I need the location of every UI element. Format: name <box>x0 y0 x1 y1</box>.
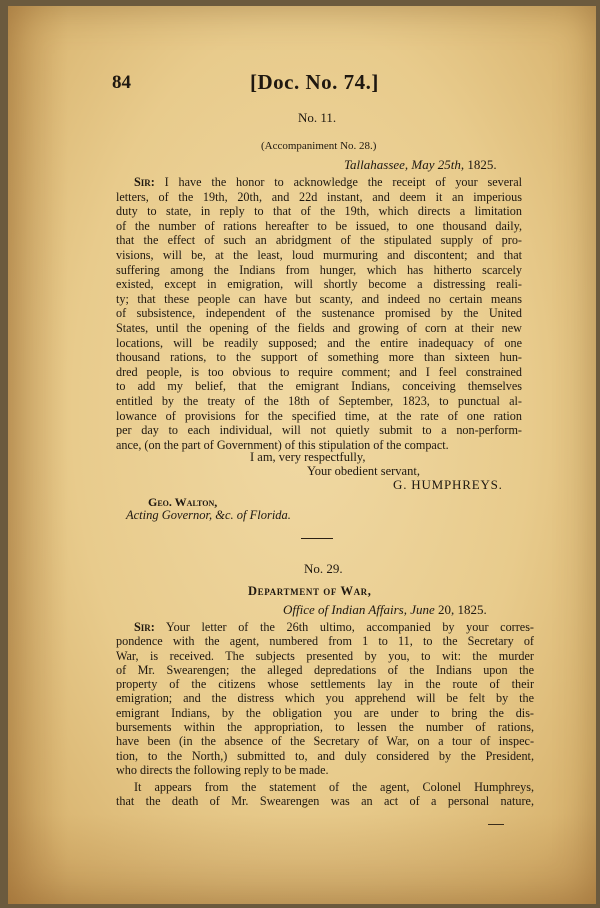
office-dateline <box>283 602 487 618</box>
addressee-title: Acting Governor, &c. of Florida. <box>126 508 291 522</box>
body-line: pondence with the agent, numbered from 1 to 11, to the Secretary of <box>116 634 534 649</box>
office-name: Office of Indian Affairs, June <box>283 602 435 617</box>
accompaniment-note: (Accompaniment No. 28.) <box>261 140 377 152</box>
body-line: that the death of Mr. Swearengen was an act of a personal nature, <box>116 794 534 809</box>
body-line: letters, of the 19th, 20th, and 22d instant, and deem it an imperious <box>116 189 522 204</box>
body-line: emigration; and the distress which you apprehend will be felt by the <box>116 691 534 706</box>
page-stain <box>8 6 68 904</box>
closing-line: I am, very respectfully, <box>250 450 366 464</box>
body-line: States, until the opening of the fields and growing of corn at their new <box>116 320 522 335</box>
body-line: suffering among the Indians from hunger, which has hitherto scarcely <box>116 262 522 277</box>
body-line: War, is received. The subjects presented by you, to wit: the murder <box>116 648 534 663</box>
body-line: of subsistence, independent of the sustenance promised by the United <box>116 306 522 321</box>
body-line: of the number of rations hereafter to be issued, to one thousand daily, <box>116 218 522 233</box>
body-line: that the effect of such an abridgment of the stipulated supply of pro- <box>116 233 522 248</box>
body-line: existed, except in emigration, will shortly become a distressing reali- <box>116 277 522 292</box>
letter-number: No. 29. <box>304 561 343 576</box>
document-title: [Doc. No. 74.] <box>250 70 379 94</box>
body-line: of Mr. Swearengen; the alleged depredations of the Indians upon the <box>116 662 534 677</box>
body-line: have been (in the absence of the Secretary of War, on a tour of inspec- <box>116 734 534 749</box>
signature: G. HUMPHREYS. <box>393 477 503 492</box>
closing-line: Your obedient servant, <box>307 464 420 478</box>
body-line: lowance of provisions for the specified time, at the rate of one ration <box>116 408 522 423</box>
body-line: Sir: I have the honor to acknowledge the receipt of your several <box>134 175 522 189</box>
body-line: Sir: Your letter of the 26th ultimo, accompanied by your corres- <box>134 620 534 634</box>
document-page <box>8 6 596 904</box>
salutation: Sir: <box>134 175 155 189</box>
body-line: ty; that these people can have but scanty, and indeed no certain means <box>116 291 522 306</box>
salutation: Sir: <box>134 620 155 634</box>
letter-number: No. 11. <box>298 110 337 125</box>
body-line: tion, to the North,) submitted to, and duly considered by the President, <box>116 748 534 763</box>
body-line: to add my belief, that the emigrant Indians, conceiving themselves <box>116 379 522 394</box>
section-divider <box>301 538 333 539</box>
body-line: per day to each individual, will not quietly submit to a non-perform- <box>116 423 522 438</box>
letter-body <box>116 780 534 809</box>
body-line: property of the citizens whose settlements lay in the route of their <box>116 677 534 692</box>
body-line: emigrant Indians, by the obligation you are under to bring the dis- <box>116 705 534 720</box>
body-line: ance, (on the part of Government) of this stipulation of the compact. <box>116 437 449 452</box>
body-line: visions, will be, at the least, loud murmuring and discontent; and that <box>116 247 522 262</box>
page-number: 84 <box>112 72 131 93</box>
letter-dateline <box>344 157 497 173</box>
body-line: entitled by the treaty of the 18th of September, 1823, to punctual al- <box>116 393 522 408</box>
department-heading: Department of War, <box>248 584 372 598</box>
date: 20, 1825. <box>434 602 487 617</box>
catchword-dash <box>488 824 504 825</box>
body-line: duty to state, in reply to that of the 19th, which directs a limitation <box>116 204 522 219</box>
letter-body <box>116 620 534 777</box>
place-date: Tallahassee, May 25th, <box>344 157 465 172</box>
body-line: locations, will be readily supposed; and the entire inadequacy of one <box>116 335 522 350</box>
page-stain <box>8 814 596 904</box>
body-line: It appears from the statement of the agent, Colonel Humphreys, <box>134 780 534 794</box>
year: 1825. <box>464 157 497 172</box>
body-line: dred people, is too obvious to require comment; and I feel constrained <box>116 364 522 379</box>
body-line: thousand rations, to the support of something more than sixteen hun- <box>116 350 522 365</box>
addressee-name: Geo. Walton, <box>148 495 218 509</box>
body-line: who directs the following reply to be made. <box>116 762 329 777</box>
letter-body <box>116 175 522 452</box>
body-line: bursements within the appropriation, to lessen the number of rations, <box>116 720 534 735</box>
